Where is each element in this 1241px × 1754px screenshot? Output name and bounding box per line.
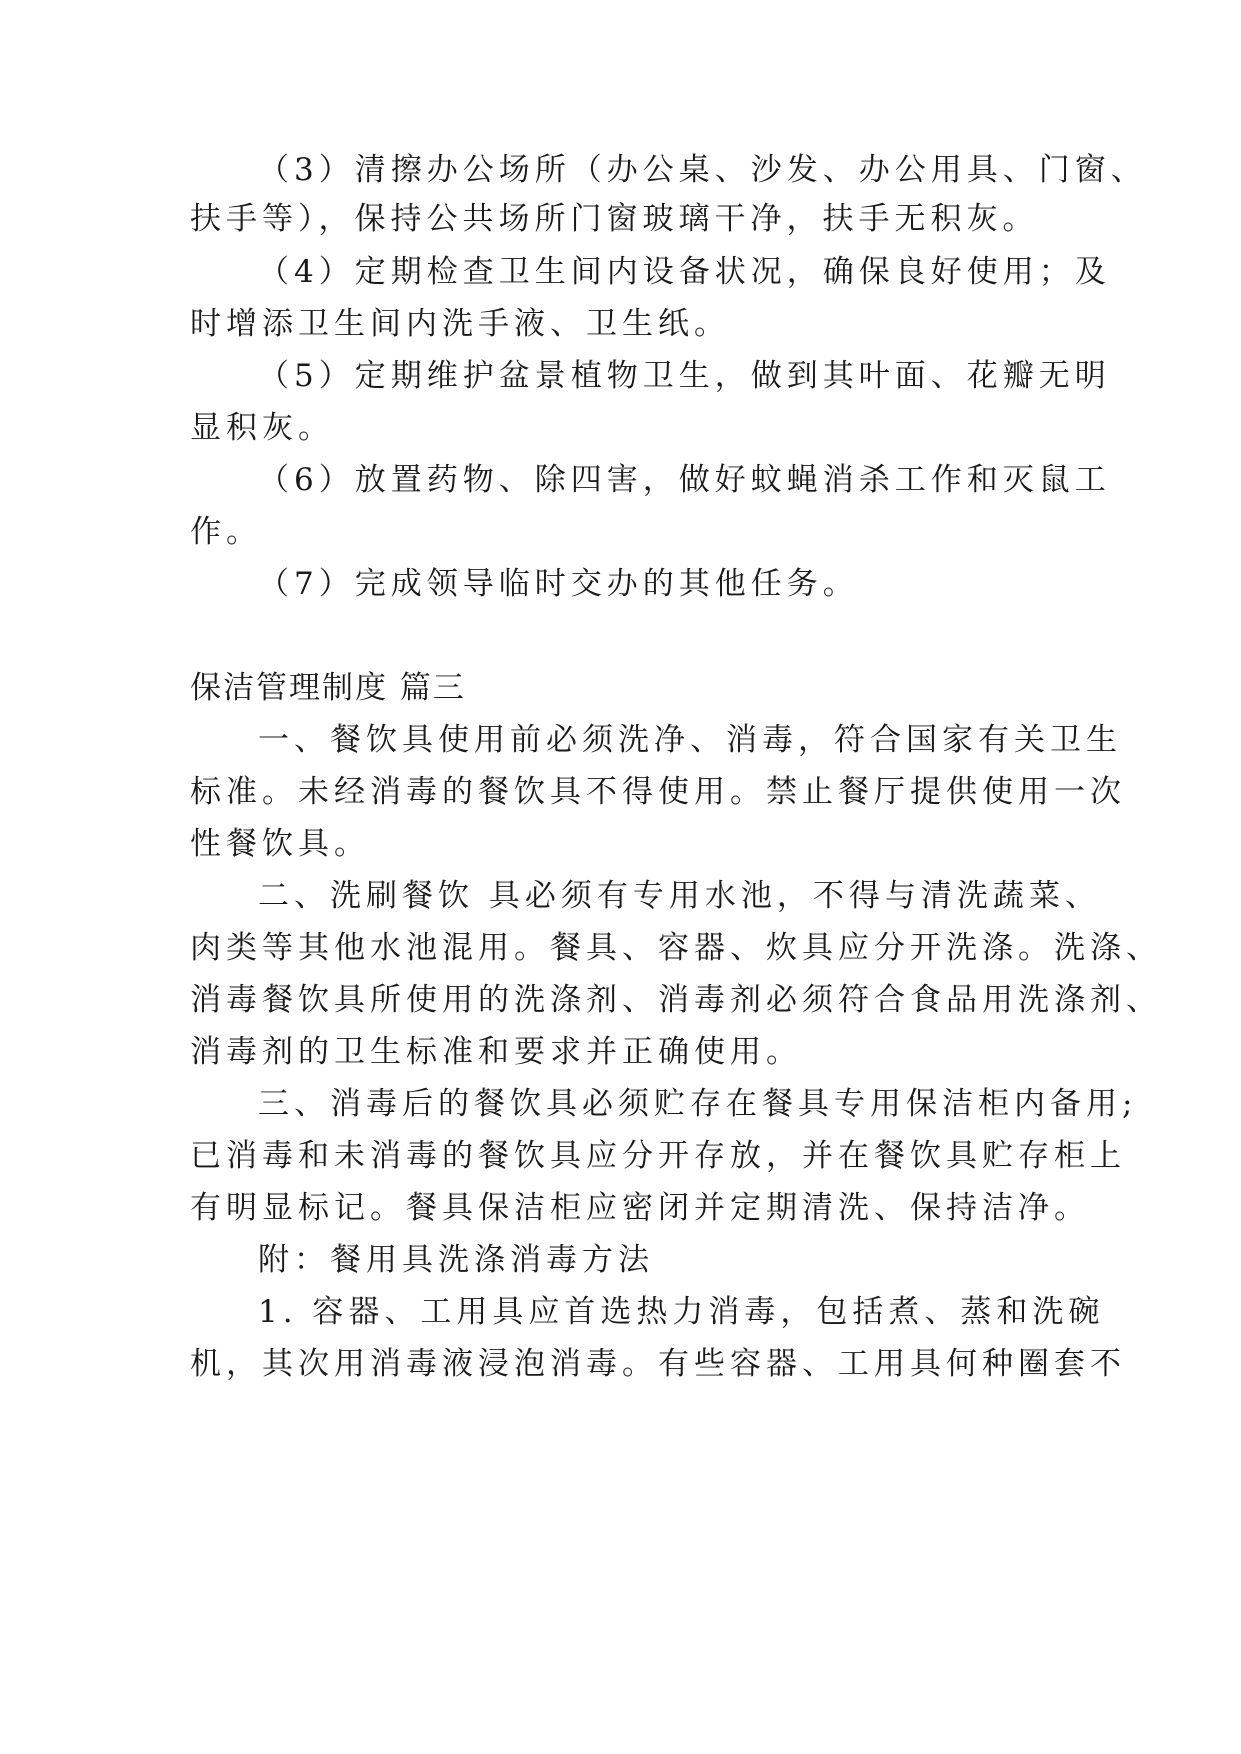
item-7-line-1: （7）完成领导临时交办的其他任务。 — [258, 566, 859, 602]
paragraph-2-line-3: 消毒餐饮具所使用的洗涤剂、消毒剂必须符合食品用洗涤剂、 — [190, 982, 1162, 1018]
paragraph-1-line-2: 标准。未经消毒的餐饮具不得使用。禁止餐厅提供使用一次 — [190, 774, 1126, 810]
paragraph-2-line-4: 消毒剂的卫生标准和要求并正确使用。 — [190, 1034, 802, 1070]
paragraph-2-line-2: 肉类等其他水池混用。餐具、容器、炊具应分开洗涤。洗涤、 — [190, 930, 1162, 966]
item-4-line-1: （4）定期检查卫生间内设备状况，确保良好使用；及 — [258, 254, 1111, 290]
paragraph-1-line-1: 一、餐饮具使用前必须洗净、消毒，符合国家有关卫生 — [258, 722, 1122, 758]
paragraph-3-line-3: 有明显标记。餐具保洁柜应密闭并定期清洗、保持洁净。 — [190, 1190, 1090, 1226]
item-3-line-2: 扶手等），保持公共场所门窗玻璃干净，扶手无积灰。 — [190, 201, 1039, 237]
appendix-heading: 附：餐用具洗涤消毒方法 — [258, 1242, 654, 1278]
paragraph-3-line-2: 已消毒和未消毒的餐饮具应分开存放，并在餐饮具贮存柜上 — [190, 1138, 1126, 1174]
item-6-line-1: （6）放置药物、除四害，做好蚊蝇消杀工作和灭鼠工 — [258, 462, 1111, 498]
item-6-line-2: 作。 — [190, 514, 262, 550]
item-4-line-2: 时增添卫生间内洗手液、卫生纸。 — [190, 306, 730, 342]
paragraph-2-line-1: 二、洗刷餐饮 具必须有专用水池，不得与清洗蔬菜、 — [258, 878, 1101, 914]
paragraph-5-line-1: 1. 容器、工用具应首选热力消毒，包括煮、蒸和洗碗 — [258, 1294, 1105, 1330]
paragraph-5-line-2: 机，其次用消毒液浸泡消毒。有些容器、工用具何种圈套不 — [190, 1346, 1126, 1382]
item-5-line-1: （5）定期维护盆景植物卫生，做到其叶面、花瓣无明 — [258, 358, 1111, 394]
item-5-line-2: 显积灰。 — [190, 410, 334, 446]
item-3-line-1: （3）清擦办公场所（办公桌、沙发、办公用具、门窗、 — [258, 152, 1147, 188]
section-heading: 保洁管理制度 篇三 — [190, 670, 466, 706]
paragraph-1-line-3: 性餐饮具。 — [190, 826, 370, 862]
paragraph-3-line-1: 三、消毒后的餐饮具必须贮存在餐具专用保洁柜内备用; — [258, 1086, 1138, 1122]
